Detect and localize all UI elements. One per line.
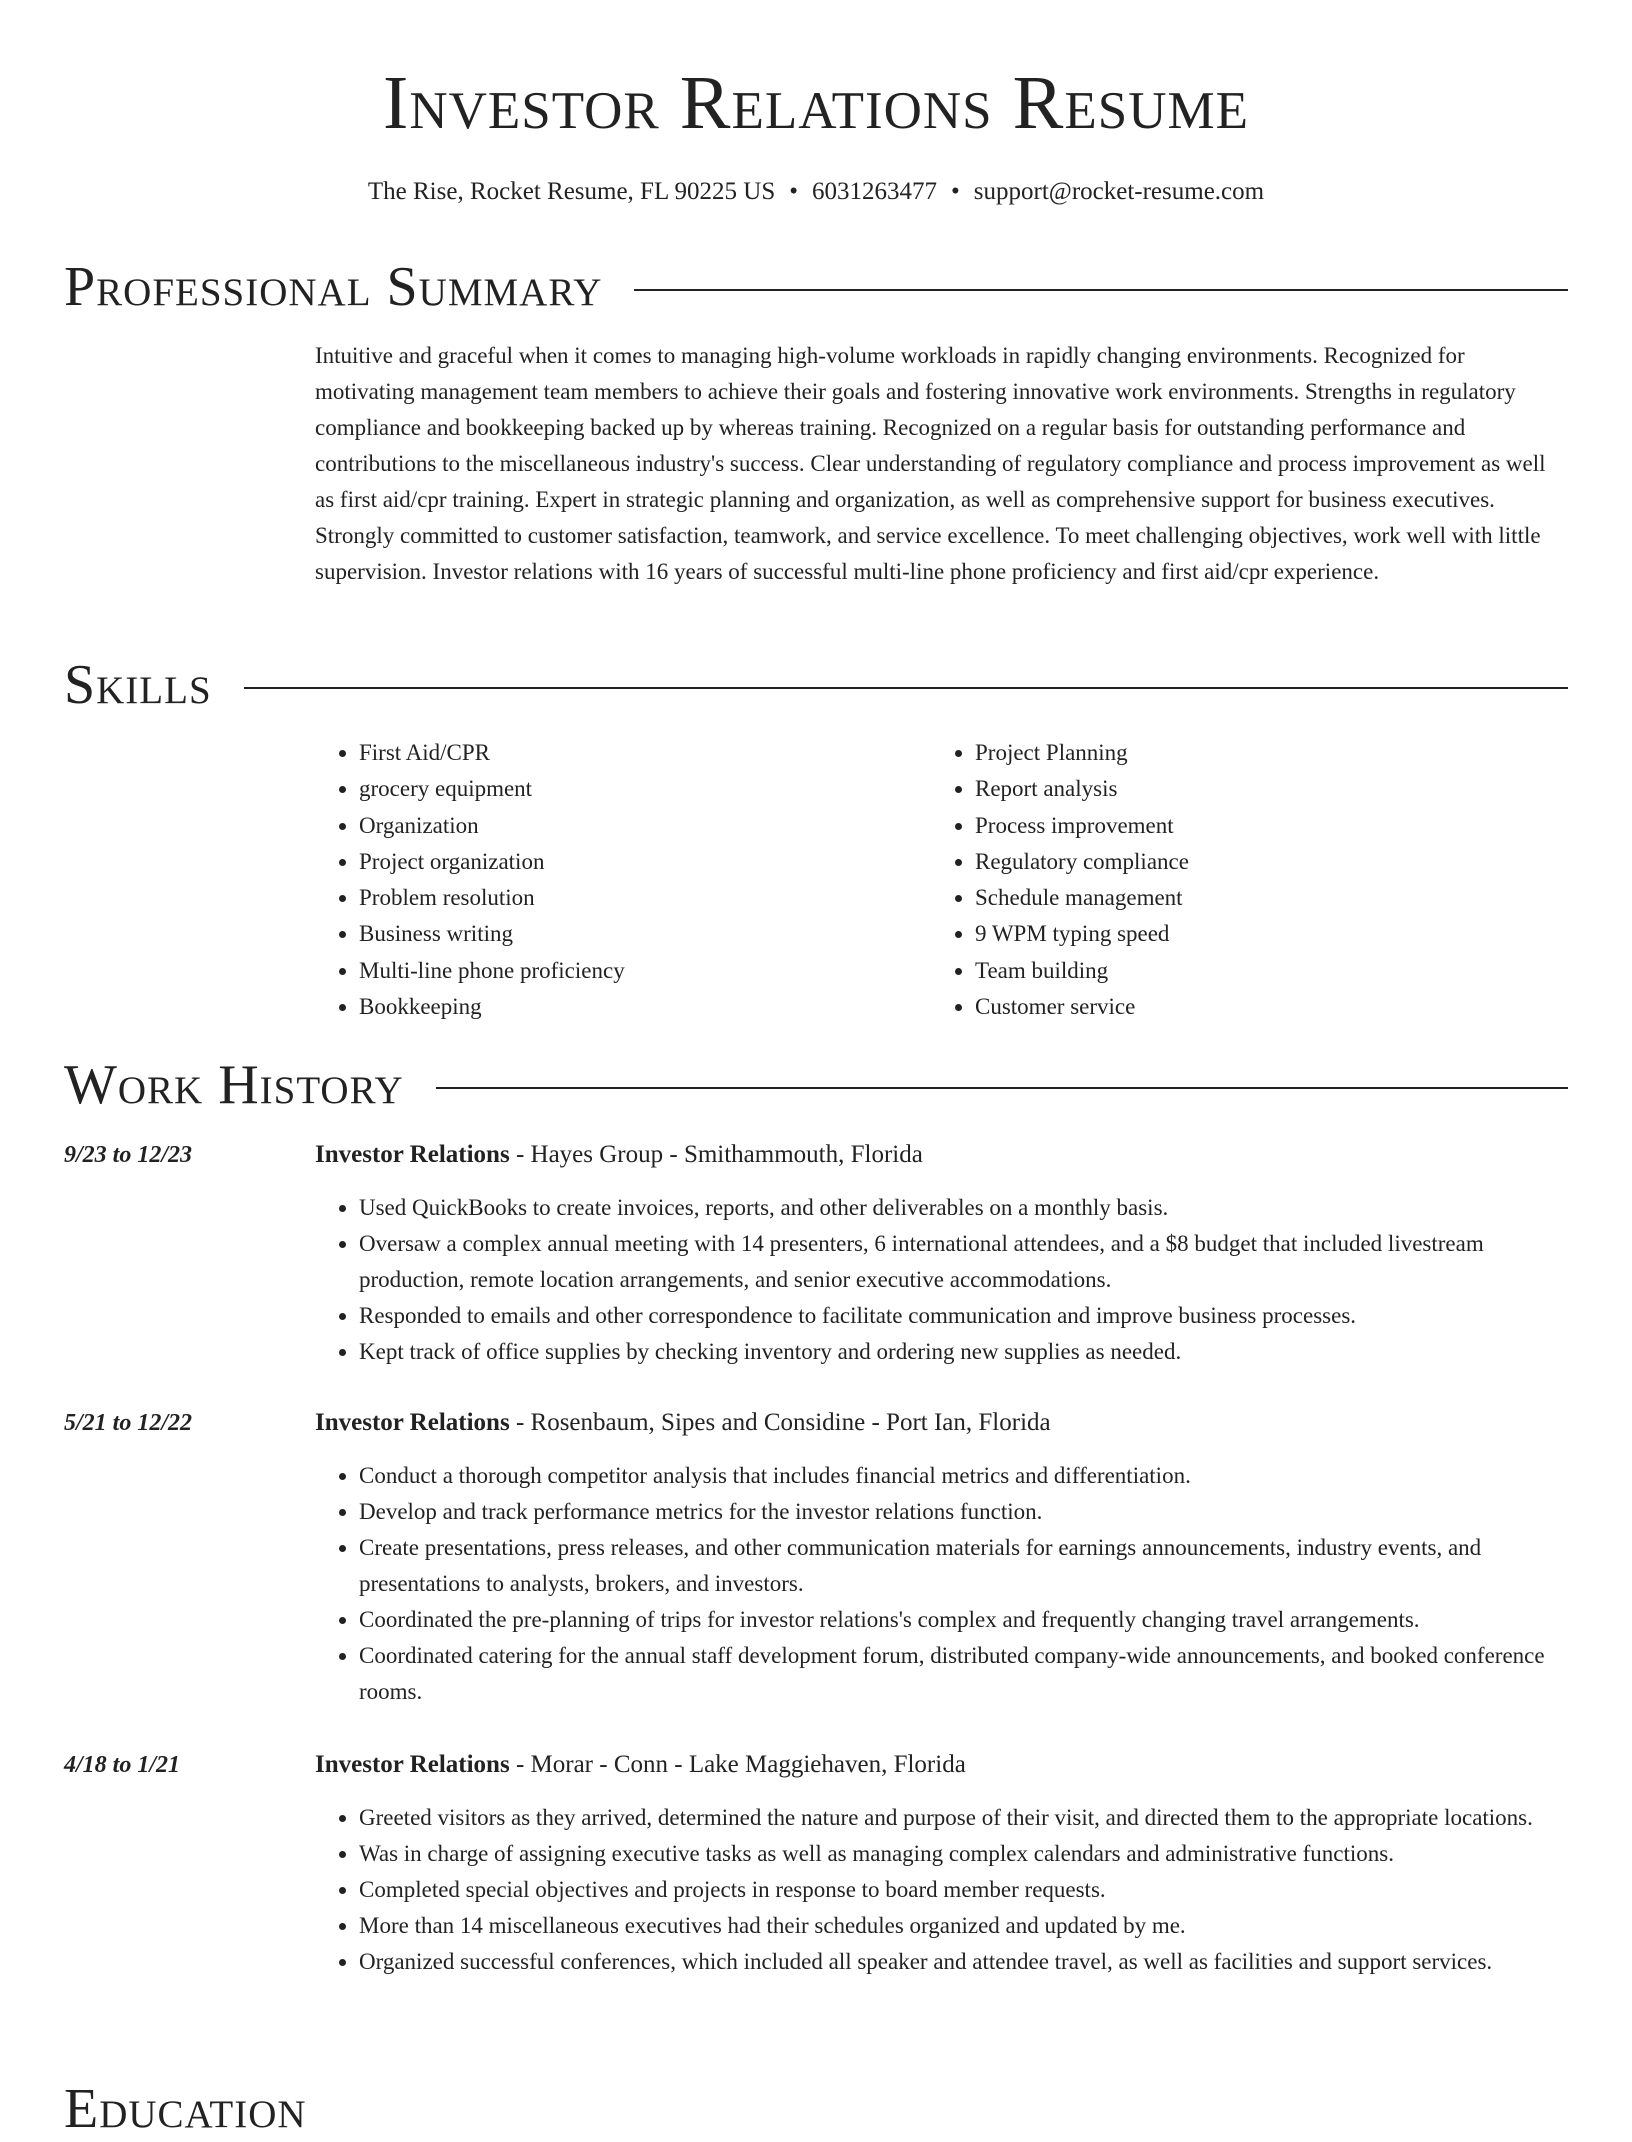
job-role: Investor Relations — [315, 1141, 510, 1168]
job-title-line — [315, 1747, 966, 1783]
skill-item: • grocery equipment — [359, 771, 931, 807]
skill-item: • Business writing — [359, 916, 931, 952]
skill-item: • Problem resolution — [359, 880, 931, 916]
contact-phone: 6031263477 — [812, 178, 938, 205]
job-bullet: • More than 14 miscellaneous executives had their schedules organized and updated by me. — [359, 1908, 1570, 1944]
job-title-line — [315, 1137, 923, 1173]
work-heading: Work History — [64, 1054, 404, 1116]
job-role: Investor Relations — [315, 1751, 510, 1778]
summary-section-header — [64, 254, 1568, 320]
skill-item: • Organization — [359, 808, 931, 844]
skill-item: • Customer service — [975, 989, 1547, 1025]
job-bullet: • Organized successful conferences, which included all speaker and attendee travel, as well as facilities and support services. — [359, 1944, 1570, 1980]
job-bullet: • Develop and track performance metrics for the investor relations function. — [359, 1494, 1570, 1530]
skill-item: • Regulatory compliance — [975, 844, 1547, 880]
job-bullet: • Kept track of office supplies by checking inventory and ordering new supplies as needed. — [359, 1334, 1570, 1370]
skill-item: • Project organization — [359, 844, 931, 880]
job-bullet: • Greeted visitors as they arrived, determined the nature and purpose of their visit, and directed them to the appropriate locations. — [359, 1800, 1570, 1836]
job-bullet: • Responded to emails and other correspondence to facilitate communication and improve business processes. — [359, 1298, 1570, 1334]
job-bullet: • Create presentations, press releases, and other communication materials for earnings announcements, industry events, and presentations to analysts, brokers, and investors. — [359, 1530, 1570, 1602]
section-divider — [244, 687, 1568, 689]
job-dates: 4/18 to 1/21 — [64, 1752, 181, 1778]
job-role: Investor Relations — [315, 1409, 510, 1436]
education-section-header — [64, 2076, 1568, 2142]
contact-address: The Rise, Rocket Resume, FL 90225 US — [367, 178, 776, 205]
job-title-line — [315, 1405, 1051, 1441]
skill-item: • Process improvement — [975, 808, 1547, 844]
job-company: - Hayes Group - Smithammouth, Florida — [509, 1141, 923, 1168]
job-bullets — [315, 1458, 1570, 1710]
job-bullets — [315, 1800, 1570, 1980]
skills-heading: Skills — [64, 654, 212, 716]
contact-separator: • — [789, 178, 799, 205]
job-bullet: • Coordinated catering for the annual staff development forum, distributed company-wide announcements, and booked conference rooms. — [359, 1638, 1570, 1710]
work-section-header — [64, 1052, 1568, 1118]
skill-item: • Team building — [975, 953, 1547, 989]
contact-separator: • — [951, 178, 960, 205]
skill-item: • First Aid/CPR — [359, 735, 931, 771]
contact-line — [0, 174, 1632, 210]
section-divider — [634, 289, 1568, 291]
resume-title: Investor Relations Resume — [383, 61, 1249, 145]
skill-item: • Report analysis — [975, 771, 1547, 807]
job-bullet: • Was in charge of assigning executive tasks as well as managing complex calendars and administrative functions. — [359, 1836, 1570, 1872]
skill-item: • 9 WPM typing speed — [975, 916, 1547, 952]
contact-email: support@rocket-resume.com — [973, 178, 1265, 205]
summary-text: Intuitive and graceful when it comes to managing high-volume workloads in rapidly changing environments. Recognized for motivating management team members to achieve their goals and fostering innovative work environments. Strengths in regulatory compliance and bookkeeping backed up by whereas training. Recognized on a regular basis for outstanding performance and contributions to the miscellaneous industry's success. Clear understanding of regulatory compliance and process improvement as well as first aid/cpr training. Expert in strategic planning and organization, as well as comprehensive support for business executives. Strongly committed to customer satisfaction, teamwork, and service excellence. To meet challenging objectives, work well with little supervision. Investor relations with 16 years of successful multi-line phone proficiency and first aid/cpr experience. — [315, 343, 1546, 584]
education-heading: Education — [64, 2078, 307, 2140]
job-company: - Rosenbaum, Sipes and Considine - Port Ian, Florida — [509, 1409, 1051, 1436]
job-bullet: • Coordinated the pre-planning of trips for investor relations's complex and frequently changing travel arrangements. — [359, 1602, 1570, 1638]
job-bullet: • Conduct a thorough competitor analysis that includes financial metrics and differentiation. — [359, 1458, 1570, 1494]
job-bullet: • Used QuickBooks to create invoices, reports, and other deliverables on a monthly basis. — [359, 1190, 1570, 1226]
skills-list — [315, 735, 1570, 1025]
summary-heading: Professional Summary — [64, 256, 603, 318]
skill-item: • Bookkeeping — [359, 989, 931, 1025]
job-bullet: • Oversaw a complex annual meeting with 14 presenters, 6 international attendees, and a $8 budget that included livestream production, remote location arrangements, and senior executive accommodations. — [359, 1226, 1570, 1298]
skill-item: • Project Planning — [975, 735, 1547, 771]
skills-section-header — [64, 652, 1568, 718]
skill-item: • Schedule management — [975, 880, 1547, 916]
skills-column-left — [315, 735, 931, 1025]
job-dates: 9/23 to 12/23 — [64, 1142, 193, 1168]
section-divider — [436, 1087, 1568, 1089]
job-dates: 5/21 to 12/22 — [64, 1410, 193, 1436]
skills-column-right — [931, 735, 1547, 1025]
job-bullets — [315, 1190, 1570, 1370]
skill-item: • Multi-line phone proficiency — [359, 953, 931, 989]
job-bullet: • Completed special objectives and projects in response to board member requests. — [359, 1872, 1570, 1908]
job-company: - Morar - Conn - Lake Maggiehaven, Florida — [509, 1751, 966, 1778]
